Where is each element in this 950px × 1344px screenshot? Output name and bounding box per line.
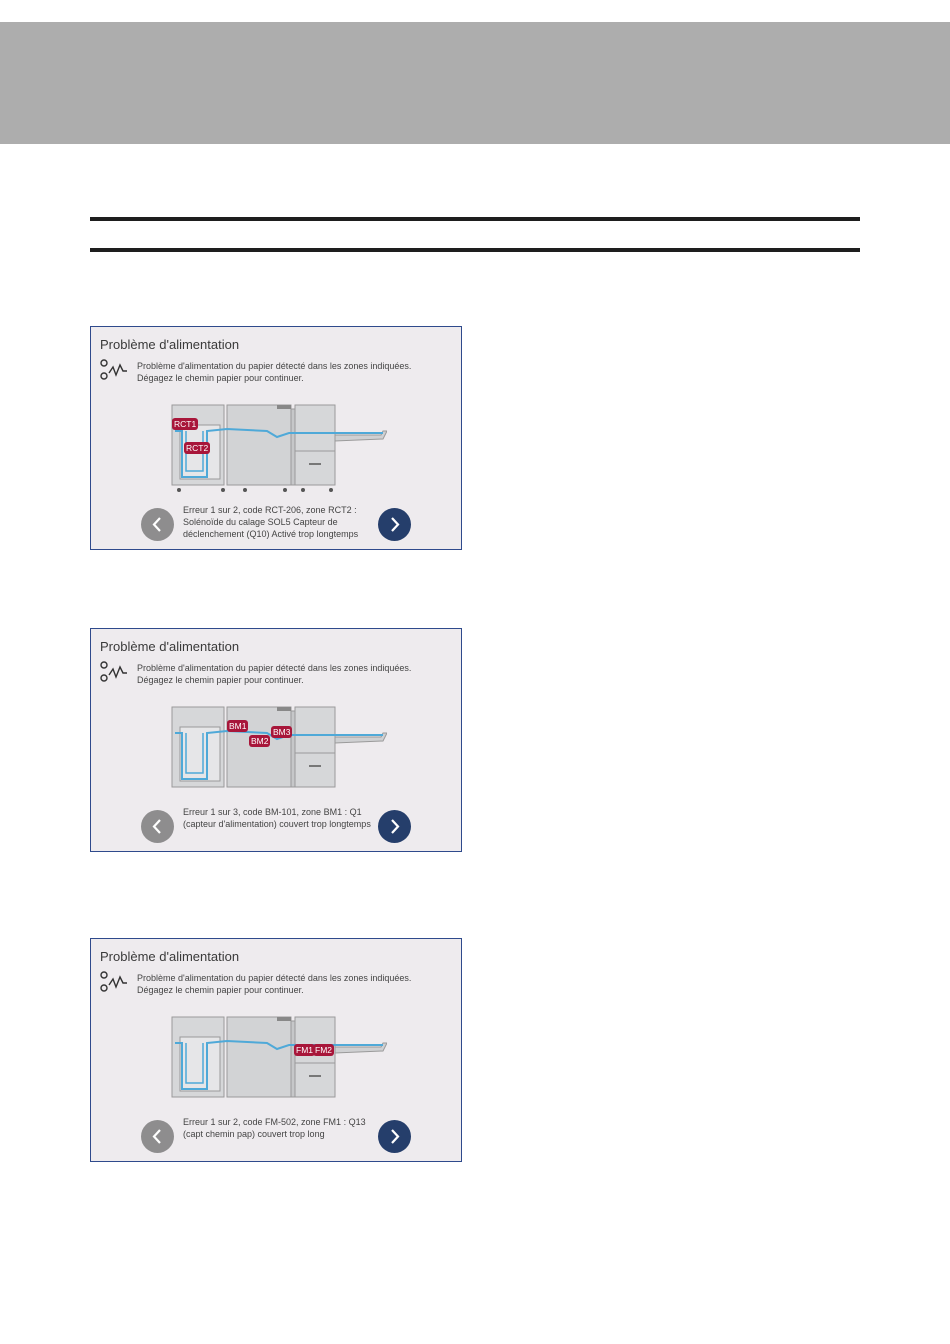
- paper-path-icon: [99, 661, 129, 683]
- chevron-right-icon: [378, 810, 411, 843]
- header-band: [0, 22, 950, 144]
- paper-path-icon: [99, 359, 129, 381]
- panel-message: Problème d'alimentation du papier détecté dans les zones indiquées. Dégagez le chemin papier pour continuer.: [137, 361, 412, 383]
- printer-diagram: [167, 1013, 387, 1109]
- zone-badge[interactable]: BM2: [251, 736, 269, 746]
- feed-problem-panel-bm: [90, 628, 462, 852]
- feed-problem-panel-rct: [90, 326, 462, 550]
- error-description: Erreur 1 sur 2, code FM-502, zone FM1 : Q13 (capt chemin pap) couvert trop long: [183, 1117, 366, 1139]
- printer-diagram: [167, 703, 387, 799]
- feed-problem-panel-fm: [90, 938, 462, 1162]
- panel-message: Problème d'alimentation du papier détecté dans les zones indiquées. Dégagez le chemin papier pour continuer.: [137, 663, 412, 685]
- paper-path-icon: [99, 971, 129, 993]
- chevron-right-icon: [378, 1120, 411, 1153]
- zone-badge[interactable]: RCT2: [186, 443, 209, 453]
- prev-error-button[interactable]: [141, 508, 174, 541]
- zone-badge[interactable]: BM1: [229, 721, 247, 731]
- next-error-button[interactable]: [378, 810, 411, 843]
- bottom-rule: [90, 248, 860, 252]
- panel-title: Problème d'alimentation: [100, 639, 240, 654]
- prev-error-button[interactable]: [141, 1120, 174, 1153]
- next-error-button[interactable]: [378, 1120, 411, 1153]
- top-rule: [90, 217, 860, 221]
- error-description: Erreur 1 sur 3, code BM-101, zone BM1 : Q1 (capteur d'alimentation) couvert trop longtemps: [183, 807, 371, 829]
- chevron-left-icon: [141, 1120, 174, 1153]
- panel-title: Problème d'alimentation: [100, 949, 240, 964]
- prev-error-button[interactable]: [141, 810, 174, 843]
- zone-badge[interactable]: RCT1: [174, 419, 197, 429]
- chevron-left-icon: [141, 810, 174, 843]
- zone-badge[interactable]: BM3: [273, 727, 291, 737]
- zone-badge[interactable]: FM1: [296, 1045, 313, 1055]
- error-description: Erreur 1 sur 2, code RCT-206, zone RCT2 : Solénoïde du calage SOL5 Capteur de déclenchement (Q10) Activé trop longtemps: [183, 505, 359, 539]
- chevron-right-icon: [378, 508, 411, 541]
- chevron-left-icon: [141, 508, 174, 541]
- next-error-button[interactable]: [378, 508, 411, 541]
- zone-badge[interactable]: FM2: [315, 1045, 332, 1055]
- panel-message: Problème d'alimentation du papier détecté dans les zones indiquées. Dégagez le chemin papier pour continuer.: [137, 973, 412, 995]
- panel-title: Problème d'alimentation: [100, 337, 240, 352]
